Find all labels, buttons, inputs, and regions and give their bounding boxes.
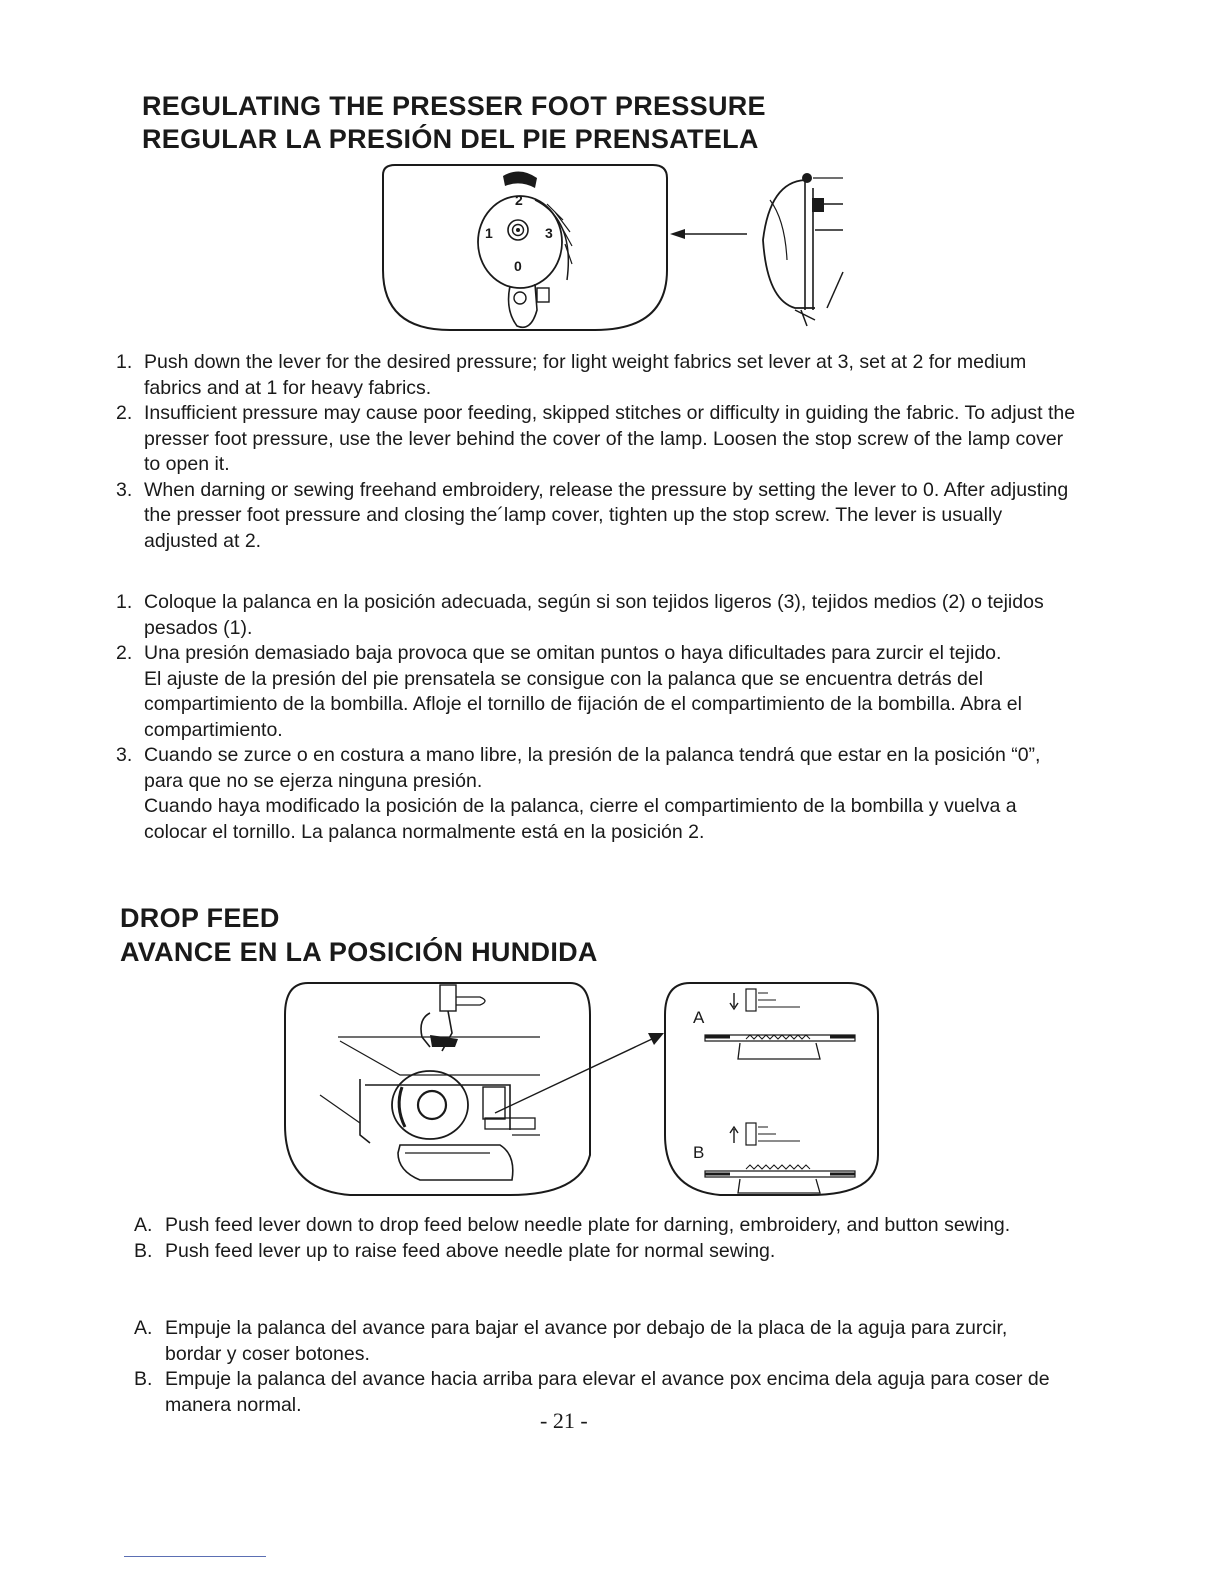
list-item — [116, 478, 1076, 555]
section2-title-es: AVANCE EN LA POSICIÓN HUNDIDA — [120, 937, 598, 967]
list-item — [116, 590, 1066, 641]
step-letter: A. — [134, 1317, 153, 1339]
step-text: Coloque la palanca en la posición adecuada, según si son tejidos ligeros (3), tejidos medios (2) o tejidos pesados (1). — [144, 591, 1044, 639]
step-text: Una presión demasiado baja provoca que se omitan puntos o haya dificultades para zurcir el tejido. — [144, 642, 1002, 664]
section1-title-en: REGULATING THE PRESSER FOOT PRESSURE — [142, 91, 766, 121]
step-letter: B. — [134, 1239, 153, 1262]
step-text: Push feed lever down to drop feed below needle plate for darning, embroidery, and button sewing. — [165, 1214, 1011, 1236]
presser-dial-figure — [375, 160, 850, 340]
list-item — [134, 1213, 1014, 1239]
section2-steps-en — [134, 1213, 1014, 1264]
step-number: 1. — [116, 351, 133, 373]
step-number: 3. — [116, 744, 133, 766]
position-a-label: A — [693, 1008, 705, 1027]
section2-steps-es — [134, 1316, 1054, 1418]
step-text: When darning or sewing freehand embroidery, release the pressure by setting the lever to 0. After adjusting the presser foot pressure and closing the´lamp cover, tighten up the stop screw. The lever is usually adjusted at 2. — [144, 478, 1069, 552]
step-text: Empuje la palanca del avance para bajar el avance por debajo de la placa de la aguja para zurcir, bordar y coser botones. — [165, 1317, 1008, 1365]
section1-steps-es — [116, 590, 1066, 845]
section1-title-es: REGULAR LA PRESIÓN DEL PIE PRENSATELA — [142, 124, 759, 154]
pointer-arrow-icon — [670, 229, 747, 239]
step-letter: B. — [134, 1368, 153, 1390]
dial-label-3: 3 — [545, 225, 553, 241]
section2-title-en: DROP FEED — [120, 903, 280, 933]
divider — [124, 1556, 266, 1557]
feed-position-diagram — [665, 983, 878, 1195]
drop-feed-figure — [280, 975, 885, 1205]
section1-steps-en — [116, 350, 1076, 554]
step-text: Cuando se zurce o en costura a mano libre, la presión de la palanca tendrá que estar en la posición “0”, para que no se ejerza ninguna presión. — [144, 744, 1041, 792]
step-letter: A. — [134, 1214, 153, 1236]
list-item — [116, 641, 1066, 743]
step-text: Push feed lever up to raise feed above needle plate for normal sewing. — [165, 1239, 776, 1262]
feed-lever-machine-icon — [285, 983, 590, 1195]
list-item — [134, 1239, 1014, 1265]
step-text: Push down the lever for the desired pressure; for light weight fabrics set lever at 3, set at 2 for medium fabrics and at 1 for heavy fabrics. — [144, 351, 1027, 399]
machine-head-icon — [763, 173, 843, 326]
step-text: El ajuste de la presión del pie prensatela se consigue con la palanca que se encuentra detrás del compartimiento de la bombilla. Afloje el tornillo de fijación de el compartimiento de la bombilla. Abra el compartimiento. — [144, 667, 1022, 741]
list-item — [134, 1367, 1054, 1418]
page-number: - 21 - — [540, 1408, 588, 1433]
step-number: 1. — [116, 591, 133, 613]
step-number: 2. — [116, 642, 133, 664]
step-text: Cuando haya modificado la posición de la palanca, cierre el compartimiento de la bombilla y vuelva a colocar el tornillo. La palanca normalmente está en la posición 2. — [144, 795, 1017, 843]
step-text: Insufficient pressure may cause poor feeding, skipped stitches or difficulty in guiding the fabric. To adjust the presser foot pressure, use the lever behind the cover of the lamp. Loosen the stop screw of the lamp cover to open it. — [144, 402, 1076, 475]
list-item — [116, 743, 1066, 845]
step-text: Empuje la palanca del avance hacia arriba para elevar el avance pox encima dela aguja para coser de manera normal. — [165, 1368, 1050, 1416]
step-number: 3. — [116, 478, 133, 501]
dial-label-2: 2 — [515, 192, 523, 208]
dial-label-0: 0 — [514, 258, 522, 274]
dial-label-1: 1 — [485, 225, 493, 241]
list-item — [116, 350, 1076, 401]
step-number: 2. — [116, 402, 133, 424]
pressure-dial-icon — [478, 171, 572, 327]
list-item — [134, 1316, 1054, 1367]
position-b-label: B — [693, 1143, 705, 1162]
list-item — [116, 401, 1076, 478]
callout-arrow-icon — [495, 1033, 664, 1113]
